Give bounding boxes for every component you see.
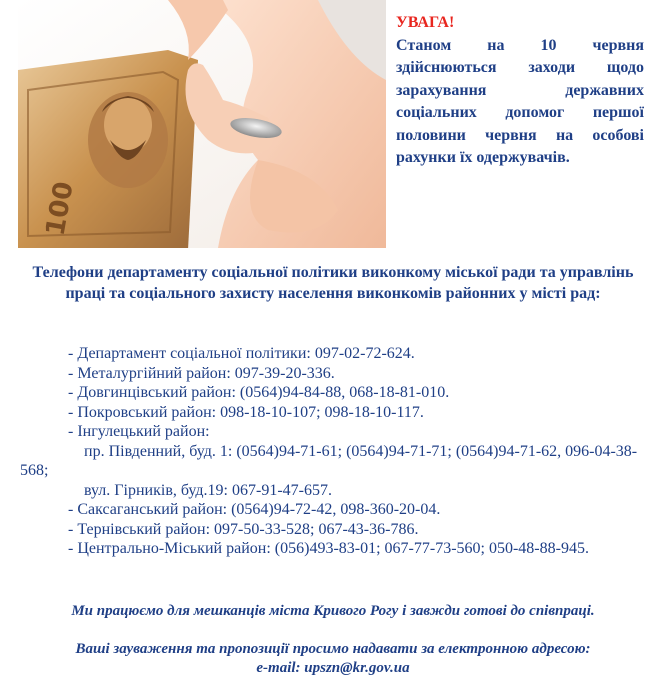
photo-illustration (18, 0, 386, 248)
attention-notice (396, 12, 644, 170)
footer-feedback-text: Ваші зауваження та пропозиції просимо надавати за електронною адресою: (75, 641, 591, 657)
phone-item-inhuletskyi: - Інгулецький район: (68, 423, 210, 440)
phone-item-dovhyntsivskyi: - Довгинцівський район: (0564)94-84-88, 068-18-81-010. (68, 384, 450, 401)
phone-item-tsentralno-miskyi: - Центрально-Міський район: (056)493-83-01; 067-77-73-560; 050-48-88-945. (68, 540, 589, 557)
banknote-value: 100 (40, 179, 80, 239)
phone-item-inhuletskyi-hirnykiv: вул. Гірників, буд.19: 067-91-47-657. (84, 481, 332, 499)
phone-item-metalurhiinyi: - Металургійний район: 097-39-20-336. (68, 364, 335, 382)
footer-cooperation: Ми працюємо для мешканців міста Кривого Рогу і завжди готові до співпраці. (71, 603, 595, 619)
phone-item-inhuletskyi-pivdennyi: пр. Південний, буд. 1: (0564)94-71-61; (0564)94-71-71; (0564)94-71-62, 096-04-38-568; (20, 442, 638, 479)
phones-heading: Телефони департаменту соціальної політики виконкому міської ради та управлінь праці та соціального захисту населення виконкомів районних у місті рад: (32, 264, 634, 302)
footer-email[interactable]: e-mail: upszn@kr.gov.ua (256, 660, 410, 676)
footer-contact (20, 640, 646, 678)
notice-text: Станом на 10 червня здійснюються заходи щодо зарахування державних соціальних допомог першої половини червня на особові рахунки їх одержувачів. (396, 36, 644, 166)
notice-title: УВАГА! (396, 14, 455, 31)
phone-item-saksahanskyi: - Саксаганський район: (0564)94-72-42, 098-360-20-04. (68, 501, 441, 518)
phone-list (20, 344, 648, 559)
phone-item-department: - Департамент соціальної політики: 097-02-72-624. (68, 345, 415, 362)
baby-hand-money-photo (18, 0, 386, 248)
phone-item-pokrovskyi: - Покровський район: 098-18-10-107; 098-18-10-117. (68, 403, 424, 421)
phone-item-ternivskyi: - Тернівський район: 097-50-33-528; 067-43-36-786. (68, 520, 419, 538)
